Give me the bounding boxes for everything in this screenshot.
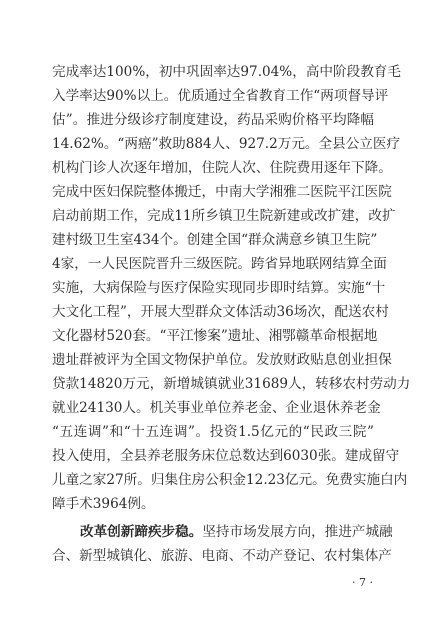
text-line: 机构门诊人次逐年增加，住院人次、住院费用逐年下降。 — [52, 160, 392, 176]
text-line: 大文化工程”，开展大型群众文体活动36场次，配送农村 — [52, 304, 389, 320]
text-line: 就业24130人。机关事业单位养老金、企业退休养老金 — [52, 400, 381, 416]
text-line: “五连调”和“十五连调”。投资1.5亿元的“民政三院” — [52, 424, 374, 440]
text-line: 完成中医妇保院整体搬迁，中南大学湘雅二医院平江医院 — [52, 184, 392, 200]
text-line: 障手术3964例。 — [52, 496, 155, 512]
paragraph-heading: 改革创新蹄疾步稳。 — [80, 524, 203, 540]
text-line: 14.62%。“两癌”救助884人、927.2万元。全县公立医疗 — [52, 136, 401, 152]
text-line: 完成率达100%，初中巩固率达97.04%，高中阶段教育毛 — [52, 64, 401, 80]
text-line: 4家，一人民医院晋升三级医院。跨省异地联网结算全面 — [52, 256, 387, 272]
text-line: 启动前期工作，完成11所乡镇卫生院新建或改扩建，改扩 — [52, 208, 396, 224]
text-line: 合、新型城镇化、旅游、电商、不动产登记、农村集体产 — [52, 548, 392, 564]
text-line: 估”。推进分级诊疗制度建设，药品采购价格平均降幅 — [52, 112, 374, 128]
text-line: 实施，大病保险与医疗保险实现同步即时结算。实施“十 — [52, 280, 386, 296]
text-line: 建村级卫生室434个。创建全国“群众满意乡镇卫生院” — [52, 232, 378, 248]
page-number: · 7 · — [352, 576, 373, 589]
text-line: 贷款14820万元，新增城镇就业31689人，转移农村劳动力 — [52, 376, 411, 392]
text-line: 遗址群被评为全国文物保护单位。发放财政贴息创业担保 — [52, 352, 392, 368]
paragraph-first-line — [80, 522, 393, 542]
text-line: 儿童之家27所。归集住房公积金12.23亿元。免费实施白内 — [52, 472, 408, 488]
text-line: 投入使用，全县养老服务床位总数达到6030张。建成留守 — [52, 448, 400, 464]
text-line: 文化器材520套。“平江惨案”遗址、湘鄂赣革命根据地 — [52, 328, 378, 344]
text-line: 入学率达90%以上。优质通过全省教育工作“两项督导评 — [52, 88, 389, 104]
paragraph-text: 坚持市场发展方向，推进产城融 — [202, 524, 393, 540]
